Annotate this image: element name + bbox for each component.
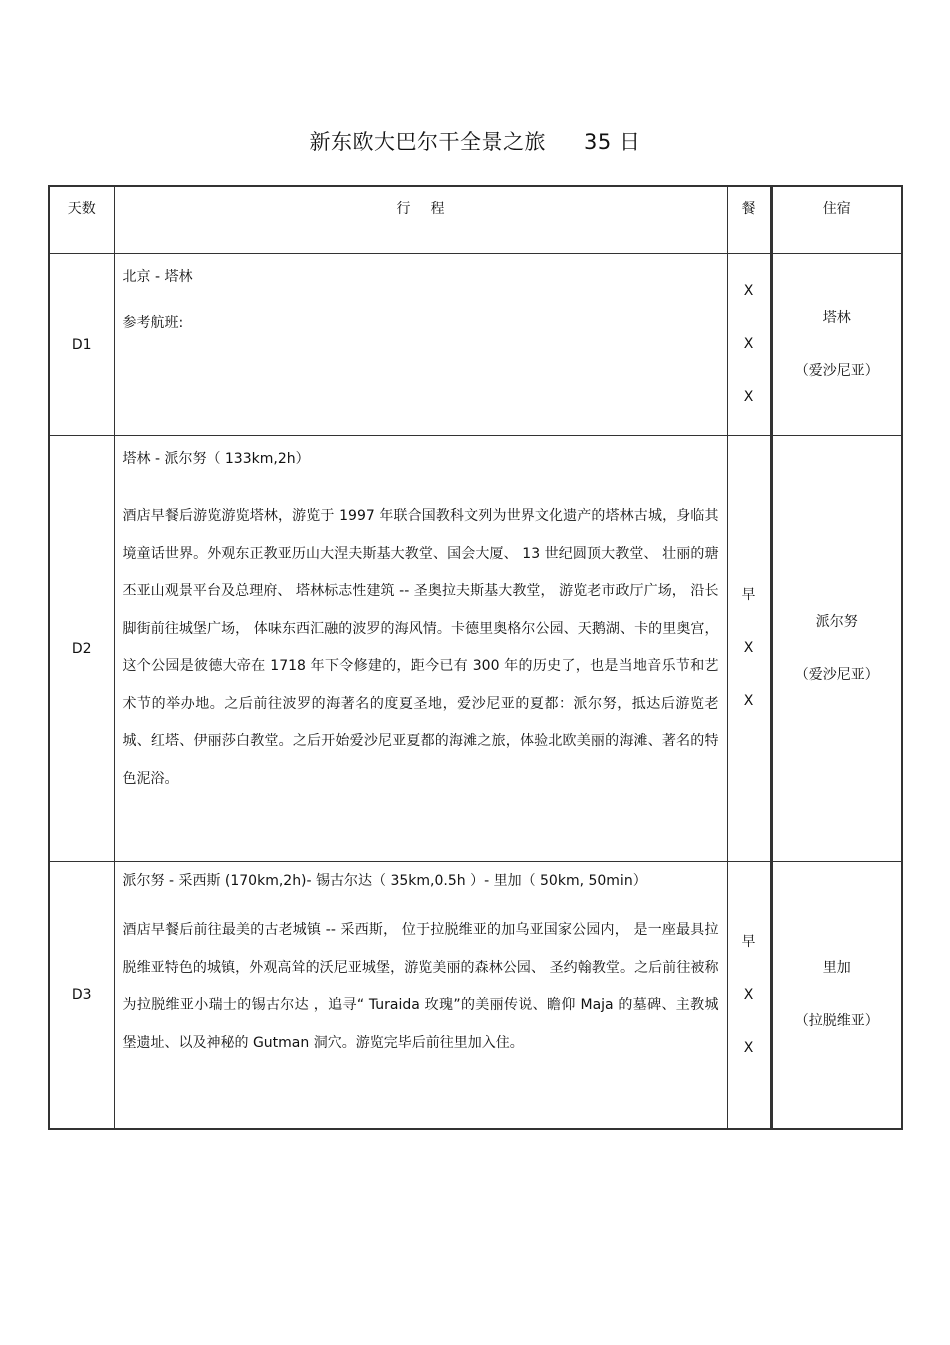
plan-cell: [114, 862, 727, 1130]
meal-breakfast: 早: [741, 587, 756, 603]
meal-lunch: X: [743, 640, 754, 656]
route-text: 派尔努 - 采西斯 (170km,2h)- 锡古尔达（ 35km,0.5h ）- 里加（ 50km, 50min）: [122, 873, 647, 889]
meal-lunch: X: [743, 336, 754, 352]
table-row: [49, 862, 902, 1130]
header-plan-char-1: 行: [396, 201, 411, 217]
table-row: [49, 436, 902, 862]
header-plan-char-2: 程: [430, 201, 445, 217]
route-text: 北京 - 塔林: [122, 269, 193, 285]
hotel-cell: [771, 254, 902, 436]
plan-cell: [114, 436, 727, 862]
document-title: [0, 126, 950, 156]
meal-cell: [727, 254, 771, 436]
hotel-cell: [771, 436, 902, 862]
table-header-row: [49, 186, 902, 254]
description-text: 酒店早餐后游览游览塔林，游览于 1997 年联合国教科文列为世界文化遗产的塔林古城，身临其境童话世界。外观东正教亚历山大涅夫斯基大教堂、国会大厦、 13 世纪圆顶大教堂、 壮丽的瑭丕亚山观景平台及总理府、 塔林标志性建筑 -- 圣奥拉夫斯基大教堂， 游览老市政厅广场， 沿长脚街前往城堡广场， 体味东西汇融的波罗的海风情。卡德里奥格尔公园、天鹅湖、卡的里奥宫，这个公园是彼德大帝在 1718 年下令修建的，距今已有 300 年的历史了，也是当地音乐节和艺术节的举办地。之后前往波罗的海著名的度夏圣地，爱沙尼亚的夏都：派尔努，抵达后游览老城、红塔、伊丽莎白教堂。之后开始爱沙尼亚夏都的海滩之旅，体验北欧美丽的海滩、著名的特色泥浴。: [122, 508, 719, 787]
meal-cell: [727, 862, 771, 1130]
table-row: [49, 254, 902, 436]
hotel-country: （爱沙尼亚）: [794, 666, 879, 683]
hotel-country: （爱沙尼亚）: [794, 362, 879, 379]
hotel-cell: [771, 862, 902, 1130]
itinerary-table: [48, 185, 903, 1130]
route-text: 塔林 - 派尔努（ 133km,2h）: [122, 451, 310, 467]
header-plan: [114, 186, 727, 254]
meal-breakfast: 早: [741, 933, 756, 950]
meal-breakfast: X: [743, 283, 754, 299]
meal-dinner: X: [743, 693, 754, 709]
hotel-country: （拉脱维亚）: [794, 1013, 879, 1029]
meal-cell: [727, 436, 771, 862]
title-main: 新东欧大巴尔干全景之旅: [309, 130, 547, 154]
title-days: 35 日: [584, 130, 641, 154]
hotel-city: 派尔努: [815, 613, 858, 630]
day-cell: D3: [49, 862, 114, 1130]
header-day: 天数: [49, 186, 114, 254]
day-cell: D2: [49, 436, 114, 862]
meal-dinner: X: [743, 389, 754, 405]
plan-cell: [114, 254, 727, 436]
day-cell: D1: [49, 254, 114, 436]
header-meal: 餐: [727, 186, 771, 254]
hotel-city: 里加: [822, 960, 851, 976]
meal-dinner: X: [743, 1039, 754, 1056]
hotel-city: 塔林: [822, 309, 851, 326]
meal-lunch: X: [743, 986, 754, 1003]
header-hotel: 住宿: [771, 186, 902, 254]
description-text: 酒店早餐后前往最美的古老城镇 -- 采西斯， 位于拉脱维亚的加乌亚国家公园内， 是一座最具拉脱维亚特色的城镇，外观高耸的沃尼亚城堡，游览美丽的森林公园、 圣约翰教堂。之后前往被称为拉脱维亚小瑞士的锡古尔达 ，追寻“ Turaida 玫瑰”的美丽传说、瞻仰 Maja 的墓碑、主教城堡遗址、以及神秘的 Gutman 洞穴。游览完毕后前往里加入住。: [122, 922, 719, 1051]
flight-ref-text: 参考航班:: [122, 315, 184, 331]
